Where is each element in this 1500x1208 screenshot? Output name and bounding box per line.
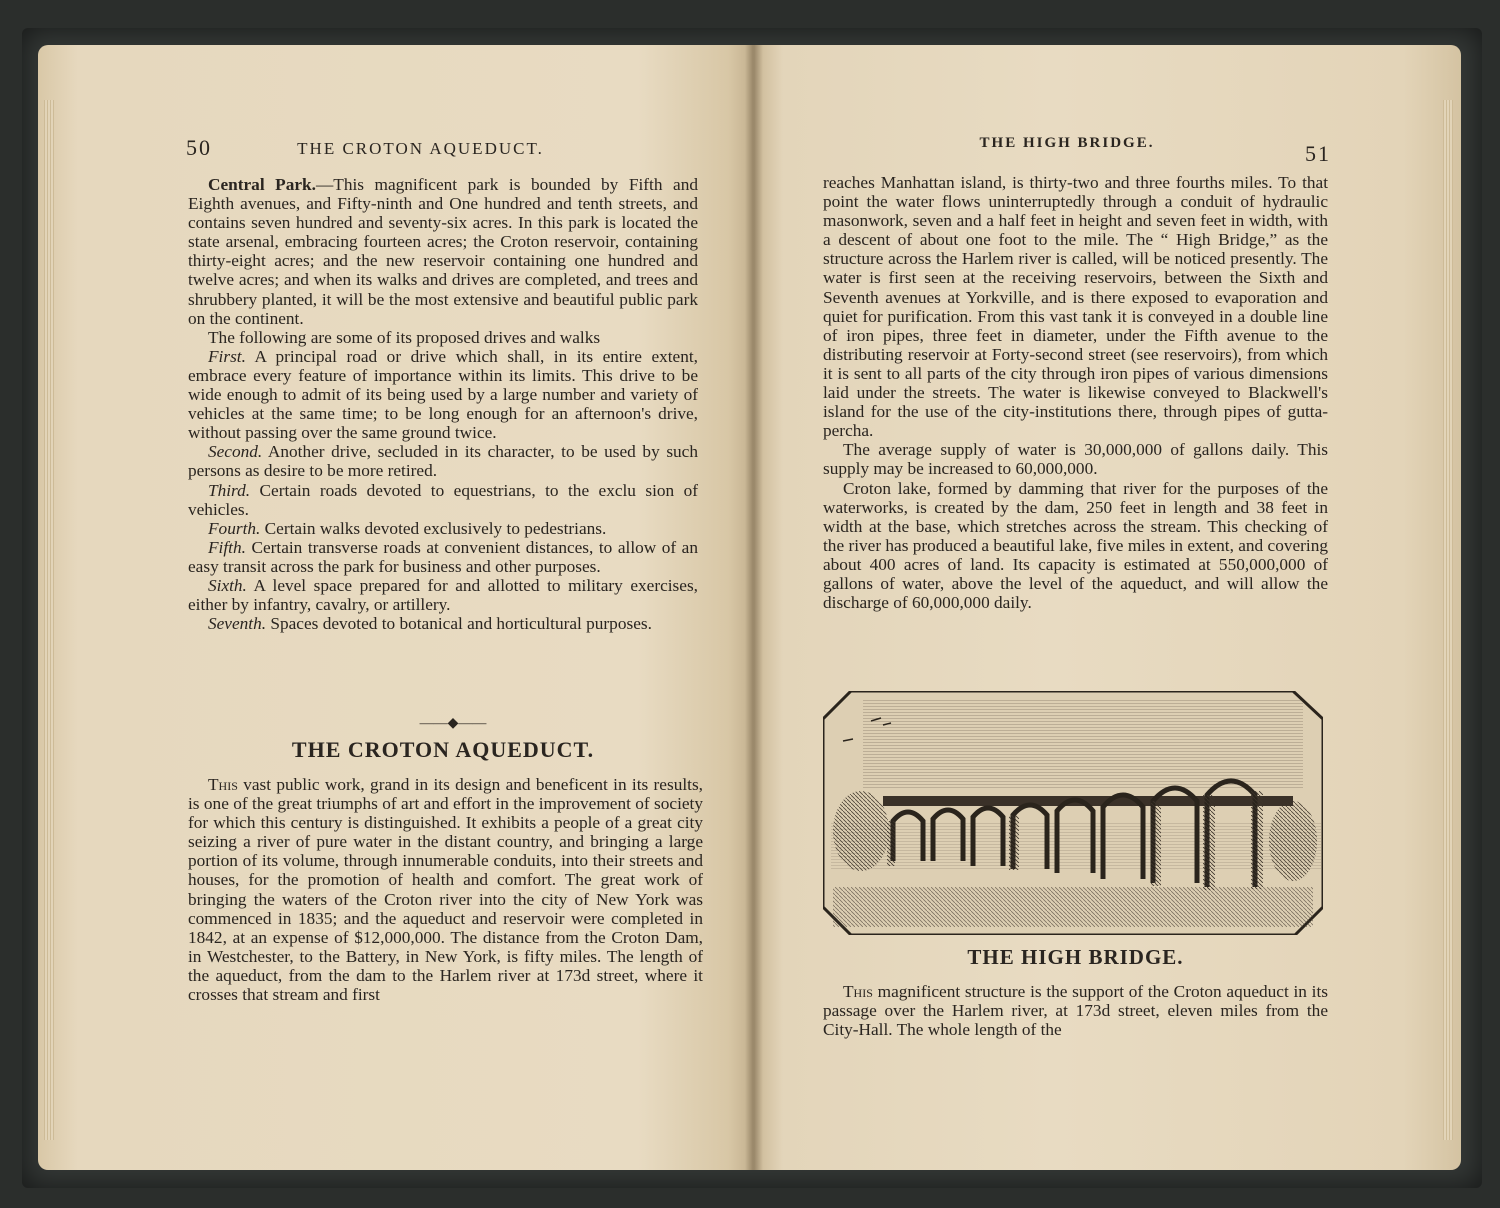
left-body-text — [188, 175, 698, 633]
book-gutter — [745, 45, 763, 1170]
page-edge-right — [1443, 100, 1453, 1140]
left-page-header — [38, 137, 753, 167]
page-edge-left — [44, 100, 54, 1140]
drives-intro: The following are some of its proposed drives and walks — [208, 327, 601, 347]
drive-item: Sixth. A level space prepared for and allotted to military exercises, either by infantry, cavalry, or artillery. — [188, 575, 698, 615]
high-bridge-engraving — [823, 691, 1323, 935]
section-title: THE CROTON AQUEDUCT. — [291, 737, 595, 762]
right-body-text — [823, 173, 1328, 612]
figure-caption: THE HIGH BRIDGE. — [967, 945, 1184, 969]
section-lead: This — [208, 775, 238, 794]
drive-item: Seventh. Spaces devoted to botanical and horticultural purposes. — [208, 614, 652, 634]
section-text: vast public work, grand in its design and beneficent in its results, is one of the great triumphs of art and effort in the improvement of society for which this century is distinguished. It exhibits a people of a great city seizing a river of pure water in the distant country, and bringing a large portion of its volume, through innumerable conduits, into their streets and houses, for the promotion of health and comfort. The great work of bringing the waters of the Croton river into the city of New York was commenced in 1835; and the aqueduct and reservoir were completed in 1842, at an expense of $12,000,000. The distance from the Croton Dam, in Westchester, to the Battery, in New York, is fifty miles. The length of the aqueduct, from the dam to the Harlem river at 173d street, where it crosses that stream and first — [188, 775, 703, 1005]
right-page — [753, 45, 1461, 1170]
drive-item: First. A principal road or drive which shall, in its entire extent, embrace every feature of importance within its limits. This drive to be wide enough to admit of its being used by a large number and variety of vehicles at the same time; to be long enough for an afternoon's drive, without passing over the same ground twice. — [188, 346, 698, 443]
aqueduct-text — [188, 775, 703, 1004]
running-head: THE HIGH BRIDGE. — [979, 135, 1155, 151]
drive-item: Fifth. Certain transverse roads at convenient distances, to allow of an easy transit across the park for business and other purposes. — [188, 537, 698, 576]
left-page — [38, 45, 753, 1170]
drive-item: Fourth. Certain walks devoted exclusively to pedestrians. — [208, 518, 607, 538]
running-head: THE CROTON AQUEDUCT. — [297, 139, 544, 158]
intro-paragraph — [188, 175, 698, 328]
high-bridge-text — [823, 982, 1328, 1039]
right-page-header — [753, 137, 1461, 167]
drive-item: Third. Certain roads devoted to equestrians, to the exclu sion of vehicles. — [188, 480, 698, 519]
drive-item: Second. Another drive, secluded in its character, to be used by such persons as desire to be more retired. — [188, 442, 698, 481]
section-lead: This — [843, 982, 873, 1001]
para-3: Croton lake, formed by damming that river for the purposes of the waterworks, is created by the dam, 250 feet in length and 38 feet in width at the base, which stretches across the stream. This checking of the river has produced a beautiful lake, five miles in extent, and covering about 400 acres of land. Its capacity is estimated at 550,000,000 of gallons of water, above the level of the aqueduct, and will allow the discharge of 60,000,000 daily. — [823, 478, 1328, 613]
para-2: The average supply of water is 30,000,000 of gallons daily. This supply may be increased to 60,000,000. — [823, 440, 1328, 479]
intro-text: —This magnificent park is bounded by Fifth and Eighth avenues, and Fifty-ninth and One hundred and tenth streets, and contains seven hundred and seventy-six acres. In this park is located the state arsenal, embracing fourteen acres; the Croton reservoir, containing thirty-eight acres; and the new reservoir containing one hundred and twelve acres; and when its walks and drives are completed, and trees and shrubbery planted, it will be the most extensive and beautiful public park on the continent. — [188, 175, 698, 328]
page-number: 51 — [1305, 141, 1331, 166]
page-number: 50 — [186, 135, 212, 160]
section-ornament: ——◆—— — [419, 716, 487, 731]
intro-lead: Central Park. — [208, 175, 316, 194]
section-text: magnificent structure is the support of the Croton aqueduct in its passage over the Harlem river, at 173d street, eleven miles from the City-Hall. The whole length of the — [823, 982, 1328, 1040]
para-1: reaches Manhattan island, is thirty-two and three fourths miles. To that point the water flows uninterruptedly through a conduit of hydraulic masonwork, seven and a half feet in height and seven feet in width, with a descent of about one foot to the mile. The “ High Bridge,” as the structure across the Harlem river is called, will be noticed presently. The water is first seen at the receiving reservoirs, between the Sixth and Seventh avenues at Yorkville, and is there exposed to evaporation and quiet for purification. From this vast tank it is conveyed in a double line of iron pipes, three feet in diameter, under the Fifth avenue to the distributing reservoir at Forty-second street (see reservoirs), from which it is sent to all parts of the city through iron pipes of various dimensions laid under the streets. The water is likewise conveyed to Blackwell's island for the use of the city-institutions there, through pipes of gutta-percha. — [823, 173, 1328, 441]
